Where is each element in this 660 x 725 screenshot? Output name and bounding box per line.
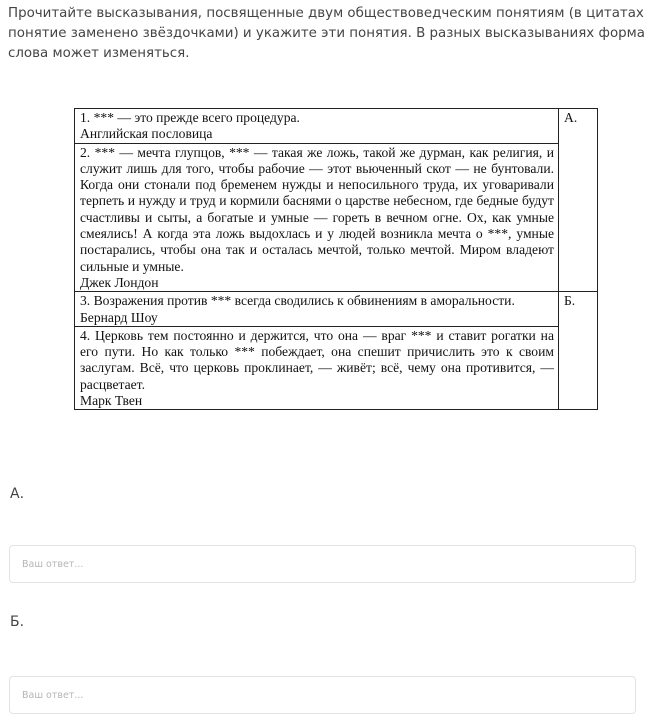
answer-input-b[interactable] xyxy=(9,676,636,714)
answer-label-a: А. xyxy=(10,486,25,502)
quote-cell-3 xyxy=(75,292,559,327)
quote-text: 3. Возражения против *** всегда сводились к обвинениям в аморальности. xyxy=(80,293,515,309)
table-row xyxy=(75,143,598,292)
quote-text: 2. *** — мечта глупцов, *** — такая же ложь, такой же дурман, как религия, и служит лишь для того, чтобы рабочие — этот вьюченный скот — не бунтовали. Когда они стонали под бременем нужды и непосильного труда, их уговаривали терпеть и нужду и труд и кормили баснями о царстве небесном, где бедные будут счастливы и сыты, а богатые и умные — гореть в вечном огне. Ох, как умные смеялись! А когда эта ложь выдохлась и у людей возникла мечта о ***, умные постарались, чтобы она так и осталась мечтой, только мечтой. Миром владеют сильные и умные. xyxy=(80,144,554,274)
quote-author: Джек Лондон xyxy=(80,274,159,290)
quote-author: Марк Твен xyxy=(80,393,143,409)
quote-cell-4 xyxy=(75,326,559,409)
group-label-b: Б. xyxy=(559,292,598,410)
quotes-table xyxy=(74,108,598,410)
quote-cell-2 xyxy=(75,143,559,292)
quote-author: Бернард Шоу xyxy=(80,309,158,325)
answer-input-a[interactable] xyxy=(9,545,636,583)
table-row xyxy=(75,292,598,327)
table-row xyxy=(75,326,598,409)
quote-cell-1 xyxy=(75,109,559,144)
group-label-a: А. xyxy=(559,109,598,292)
quote-text: 1. *** — это прежде всего процедура. xyxy=(80,110,300,125)
task-instruction: Прочитайте высказывания, посвященные двум обществоведческим понятиям (в цитатах понятие заменено звёздочками) и укажите эти понятия. В разных высказываниях форма слова может изменяться. xyxy=(8,6,645,61)
table-row xyxy=(75,109,598,144)
quote-author: Английская пословица xyxy=(80,126,213,142)
quote-text: 4. Церковь тем постоянно и держится, что она — враг *** и ставит рогатки на его пути. Но как только *** побеждает, она спешит причислить это к своим заслугам. Всё, что церковь проклинает, — живёт; всё, чему она противится, — расцветает. xyxy=(80,327,554,392)
answer-label-b: Б. xyxy=(10,614,25,630)
